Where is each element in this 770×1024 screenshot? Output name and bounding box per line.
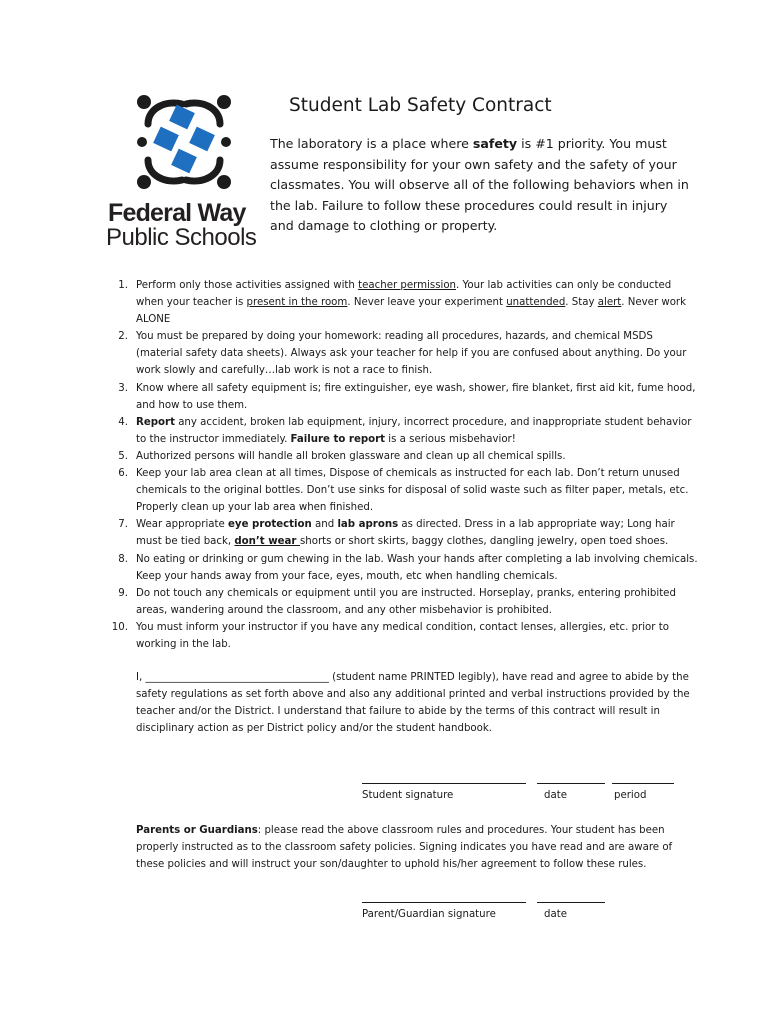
student-pledge-paragraph: I, ____________________________________ (student name PRINTED legibly), have read and agree to abide by the safety regulations as set forth above and also any additional printed and verbal instructions provided by the teacher and/or the District. I understand that failure to abide by the terms of this contract will result in disciplinary action as per District policy and/or the student handbook. bbox=[136, 672, 690, 735]
rule-1 bbox=[108, 277, 698, 328]
rule-text: Wear appropriate bbox=[136, 519, 229, 531]
student-date-label: date bbox=[544, 790, 567, 801]
rule-bold: eye protection bbox=[228, 519, 312, 531]
parent-date-line[interactable] bbox=[537, 902, 605, 903]
page-title: Student Lab Safety Contract bbox=[289, 95, 552, 116]
rule-number: 10. bbox=[111, 621, 128, 633]
rule-text: . Never leave your experiment bbox=[347, 297, 507, 309]
rule-text: No eating or drinking or gum chewing in the lab. Wash your hands after completing a lab involving chemicals. Keep your hands away from your face, eyes, mouth, etc when handling chemicals. bbox=[136, 553, 698, 582]
rule-text: shorts or short skirts, baggy clothes, dangling jewelry, open toed shoes. bbox=[300, 536, 669, 548]
student-signature-label: Student signature bbox=[362, 790, 454, 801]
rule-text: . Stay bbox=[565, 297, 598, 309]
rule-text: You must inform your instructor if you have any medical condition, contact lenses, allergies, etc. prior to working in the lab. bbox=[136, 621, 669, 650]
parent-signature-label: Parent/Guardian signature bbox=[362, 909, 496, 920]
intro-text-1: The laboratory is a place where bbox=[270, 136, 473, 151]
rule-3 bbox=[108, 380, 698, 414]
rule-underlined: teacher permission bbox=[358, 280, 457, 291]
rule-text: Keep your lab area clean at all times, Dispose of chemicals as instructed for each lab. Don’t return unused chemicals to the original bottles. Don’t use sinks for disposal of solid waste such as filter paper, metals, etc. Properly clean up your lab area when finished. bbox=[136, 468, 689, 514]
rule-text: You must be prepared by doing your homework: reading all procedures, hazards, and chemical MSDS (material safety data sheets). Always ask your teacher for help if you are confused about anything. Do your work slowly and carefully…lab work is not a race to finish. bbox=[136, 331, 687, 377]
rule-underlined: unattended bbox=[506, 297, 566, 309]
rule-text: Authorized persons will handle all broken glassware and clean up all chemical spills. bbox=[136, 450, 566, 462]
rule-bold: lab aprons bbox=[337, 519, 399, 531]
student-period-label: period bbox=[614, 790, 647, 801]
district-logo bbox=[104, 92, 264, 252]
rule-number: 5. bbox=[118, 450, 128, 462]
rule-number: 1. bbox=[118, 280, 128, 291]
student-period-line[interactable] bbox=[612, 783, 674, 784]
parent-signature-line[interactable] bbox=[362, 902, 526, 903]
logo-name-line1: Federal Way bbox=[108, 199, 246, 227]
rule-number: 6. bbox=[118, 468, 128, 480]
rule-4 bbox=[108, 414, 698, 448]
parents-heading: Parents or Guardians bbox=[136, 825, 258, 836]
parents-paragraph bbox=[136, 822, 686, 873]
rule-9 bbox=[108, 585, 698, 619]
rule-underlined: alert bbox=[597, 297, 622, 309]
logo-name-line2: Public Schools bbox=[106, 224, 257, 251]
rule-text: . Your lab activities can only be conducted when your teacher is bbox=[136, 280, 672, 309]
parents-text: : please read the above classroom rules and procedures. Your student has been properly instructed as to the classroom safety policies. Signing indicates you have read and are aware of these policies and will instruct your son/daughter to uphold his/her agreement to follow these rules. bbox=[136, 825, 673, 871]
rule-text: and bbox=[311, 519, 338, 531]
rule-number: 4. bbox=[118, 416, 128, 428]
rule-number: 2. bbox=[118, 331, 128, 343]
student-date-line[interactable] bbox=[537, 783, 605, 784]
rule-2 bbox=[108, 328, 698, 379]
intro-text-2: is #1 priority. You must assume responsibility for your own safety and the safety of your classmates. You will observe all of the following behaviors when in the lab. Failure to follow these procedures could result in injury and damage to clothing or property. bbox=[270, 136, 689, 233]
rule-text: Do not touch any chemicals or equipment until you are instructed. Horseplay, pranks, entering prohibited areas, wandering around the classroom, and any other misbehavior is prohibited. bbox=[136, 587, 676, 616]
rule-bold: Report bbox=[136, 416, 175, 428]
rule-number: 9. bbox=[118, 587, 128, 599]
rule-10 bbox=[108, 619, 698, 653]
rule-number: 7. bbox=[118, 519, 128, 531]
rule-number: 3. bbox=[118, 382, 128, 394]
student-signature-line[interactable] bbox=[362, 783, 526, 784]
rule-text: as directed. Dress in a lab appropriate way; Long hair must be tied back, bbox=[136, 519, 675, 548]
rule-bold: Failure to report bbox=[290, 433, 386, 445]
rule-5 bbox=[108, 448, 698, 465]
district-logo-mark-icon bbox=[132, 92, 236, 192]
rule-text: Know where all safety equipment is; fire extinguisher, eye wash, shower, fire blanket, first aid kit, fume hood, and how to use them. bbox=[136, 382, 696, 411]
intro-paragraph bbox=[270, 134, 690, 237]
rule-bold-underlined: don’t wear bbox=[234, 536, 300, 548]
rule-number: 8. bbox=[118, 553, 128, 565]
rule-text: any accident, broken lab equipment, injury, incorrect procedure, and inappropriate student behavior to the instructor immediately. bbox=[136, 416, 692, 445]
rule-text: Perform only those activities assigned with bbox=[136, 280, 359, 291]
rules-list bbox=[108, 277, 698, 653]
parent-date-label: date bbox=[544, 909, 567, 920]
rule-text: is a serious misbehavior! bbox=[385, 433, 516, 445]
rule-underlined: present in the room bbox=[246, 297, 348, 309]
rule-8 bbox=[108, 551, 698, 585]
rule-7 bbox=[108, 516, 698, 550]
rule-6 bbox=[108, 465, 698, 516]
intro-safety-bold: safety bbox=[472, 136, 518, 151]
rule-text: . Never work ALONE bbox=[136, 297, 687, 326]
